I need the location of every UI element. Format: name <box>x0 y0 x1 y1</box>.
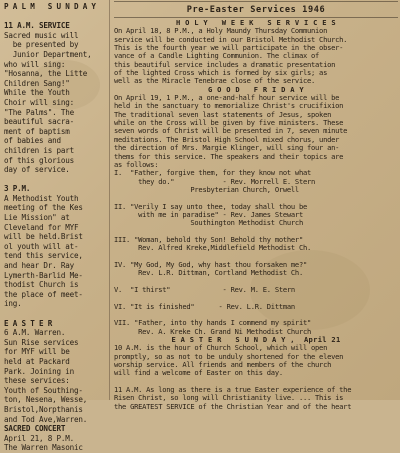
right-column-line: the direction of Mrs. Margie Klinger, will sing four an- <box>114 143 340 153</box>
left-column-line: 6 A.M. Warren. <box>4 328 66 338</box>
right-column-line: VI. "It is finished" - Rev. L.R. Dittman <box>114 301 295 311</box>
right-column-line: vance of a Candle Lighting Communion. The climax of <box>114 51 320 61</box>
right-column-line: with me in paradise" - Rev. James Stewart <box>114 209 303 219</box>
left-column-line: Choir will sing: <box>4 97 74 107</box>
left-column-line: "The Palms". The <box>4 107 74 117</box>
left-column-line: Junior Department, <box>4 49 92 59</box>
left-column-line: ol youth will at- <box>4 241 79 251</box>
left-column-line: these services: <box>4 376 70 386</box>
right-column-line: Rev. L.R. Dittman, Cortland Methodist Ch. <box>114 268 303 278</box>
left-column-line: children is part <box>4 145 74 155</box>
left-column-line: "Hosanna, the Litte <box>4 69 88 79</box>
banner-rule-top <box>114 1 398 2</box>
right-column-line: I. "Father, forgive them, for they know not what <box>114 168 312 178</box>
left-column-line: While the Youth <box>4 88 70 98</box>
right-column-line: as follows: <box>114 159 159 169</box>
left-column-line: the place of meet- <box>4 289 83 299</box>
left-column-line: Sun Rise services <box>4 337 79 347</box>
left-column-line: SACRED CONCERT <box>4 424 66 434</box>
left-column-line: held at Packard <box>4 356 70 366</box>
left-column-line: Sacred music will <box>4 30 79 40</box>
right-column-line: held in the sanctuary to memorialize Christ's crucifixion <box>114 101 344 111</box>
right-column-line: this beautiful service includes a dramatic presentation <box>114 59 336 69</box>
left-column-line: be presented by <box>4 40 79 50</box>
left-column-line: Lie Mission" at <box>4 213 70 223</box>
right-column-text <box>114 19 398 411</box>
right-column-line: Presbyterian Church, Orwell <box>114 184 299 194</box>
right-column-line: worship service. All friends and members of the church <box>114 360 332 370</box>
right-column-line: This is the fourth year we will participate in the obser- <box>114 43 344 53</box>
left-column-line: tend this service, <box>4 251 83 261</box>
left-column-line: 11 A.M. SERVICE <box>4 21 70 31</box>
left-column-line: The Warren Masonic <box>4 443 83 453</box>
left-column-line <box>4 12 108 22</box>
right-column-line: Rev. Alfred Kreke,Middlefield Methodist Ch. <box>114 243 312 253</box>
right-column-line: Risen Christ, so long will Christianity live. ... This is <box>114 393 344 403</box>
left-column-line: E A S T E R <box>4 318 53 328</box>
right-column-line: will find a welcome of Easter on this day. <box>114 368 283 378</box>
left-column-line: Park. Joining in <box>4 366 74 376</box>
right-column-line: On April 18, 8 P.M., a Holy Maundy Thursday Communion <box>114 26 328 36</box>
section-heading: E A S T E R S U N D A Y , April 21 <box>171 335 341 345</box>
right-column-line: VII. "Father, into thy hands I commend my spirit" <box>114 318 312 328</box>
left-column-line: ton, Nesena, Wesse, <box>4 395 88 405</box>
left-column-line: and hear Dr. Ray <box>4 261 74 271</box>
right-column-line: On April 19, 1 P.M., a one-and-half hour service will be <box>114 93 340 103</box>
right-column-line: seven words of Christ will be presented in 7, seven minute <box>114 126 348 136</box>
left-column-line: P A L M S U N D A Y <box>4 2 96 11</box>
right-column-line: service will be conducted in our Bristol Methodist Church. <box>114 34 348 44</box>
right-column-line: IV. "My God, My God, why hast thou forsaken me?" <box>114 259 307 269</box>
right-column-line: of the lighted Cross which is formed by six girls; as <box>114 68 328 78</box>
right-column-line: they do." - Rev. Morrell E. Stern <box>114 176 316 186</box>
left-column-line: Children Sang!" <box>4 78 70 88</box>
left-column-line: 3 P.M. <box>4 184 31 194</box>
left-column-line: of babies and <box>4 136 61 146</box>
right-column <box>114 0 398 411</box>
right-column-line: promptly, so as not to be unduly shortened for the eleven <box>114 351 344 361</box>
right-column-line: Rev. A. Kreke Ch. Grand Ni Methodist Church <box>114 326 312 336</box>
left-column-line: ing. <box>4 299 22 309</box>
right-column-line: the GREATEST SERVICE of the Christian Year and of the heart <box>114 401 352 411</box>
left-column-line: who will sing: <box>4 59 66 69</box>
banner-title: Pre-Easter Services 1946 <box>186 5 326 15</box>
left-column-line: ment of baptism <box>4 126 70 136</box>
right-column-line: 11 A.M. As long as there is a true Easter experience of the <box>114 385 352 395</box>
banner-rule-bottom <box>114 17 398 18</box>
right-column-line: while on the Cross will be given by five ministers. These <box>114 118 344 128</box>
left-column-line: Cleveland for MYF <box>4 222 79 232</box>
right-column-line: well as the Miracle Tenebrae close of the service. <box>114 76 316 86</box>
right-column-line: II. "Verily I say unto thee, today shall thou be <box>114 201 307 211</box>
section-heading: G O O D F R I D A Y <box>208 84 304 94</box>
left-column-line: April 21, 8 P.M. <box>4 433 74 443</box>
left-column-line: Youth of Southing- <box>4 385 83 395</box>
left-column-line: A Methodist Youth <box>4 193 79 203</box>
column-divider <box>109 0 110 400</box>
left-column-line: Lymerth-Barlid Me- <box>4 270 83 280</box>
right-column-line: meditations. The Bristol High School mixed chorus, under <box>114 134 340 144</box>
left-column-line: of this glorious <box>4 155 74 165</box>
left-column-line: day of service. <box>4 165 70 175</box>
right-column-line: thems for this service. The speakers and their topics are <box>114 151 344 161</box>
left-column-line: Bristol,Norpthanis <box>4 404 83 414</box>
left-column-line <box>4 175 108 185</box>
left-column <box>4 2 108 453</box>
right-column-line: 10 A.M. is the hour of Church School, which will open <box>114 343 328 353</box>
right-column-line: Southington Methodist Church <box>114 218 303 228</box>
left-column-line: and Tod Ave,Warren. <box>4 414 88 424</box>
left-column-line: will be held.Brist <box>4 232 83 242</box>
left-column-line: thodist Church is <box>4 280 79 290</box>
left-column-line: for MYF will be <box>4 347 70 357</box>
right-column-line: V. "I thirst" - Rev. M. E. Stern <box>114 285 295 294</box>
left-column-line: beautiful sacra- <box>4 117 74 127</box>
right-column-line: III. "Woman, behold thy Son! Behold thy mother" <box>114 234 303 244</box>
left-column-line: meeting of the Kes <box>4 203 83 213</box>
right-column-line: The traditional seven last statements of Jesus, spoken <box>114 109 332 119</box>
left-column-line <box>4 309 108 319</box>
section-heading: H O L Y W E E K S E R V I C E S <box>176 18 336 27</box>
